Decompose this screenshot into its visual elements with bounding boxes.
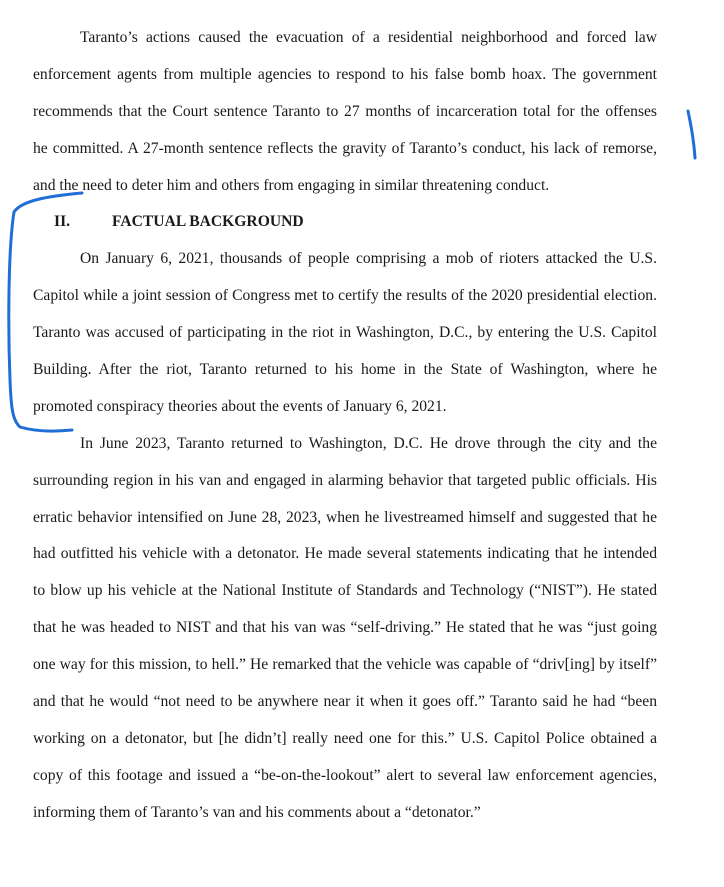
margin-mark-annotation (688, 111, 695, 158)
paragraph-line: that he was headed to NIST and that his van was “self-driving.” He stated that he was “just going (33, 619, 657, 637)
paragraph-line: one way for this mission, to hell.” He remarked that the vehicle was capable of “driv[ing] by itself” (33, 656, 657, 674)
paragraph-line: erratic behavior intensified on June 28, 2023, when he livestreamed himself and suggested that he (33, 508, 657, 526)
paragraph-line: had outfitted his vehicle with a detonator. He made several statements indicating that he intended (33, 545, 657, 563)
section-heading (33, 204, 657, 241)
paragraph-line: working on a detonator, but [he didn’t] really need one for this.” U.S. Capitol Police obtained a (33, 729, 657, 747)
intro-line: recommends that the Court sentence Taranto to 27 months of incarceration total for the offenses (33, 102, 657, 120)
paragraph-line: In June 2023, Taranto returned to Washington, D.C. He drove through the city and the (80, 434, 657, 452)
paragraph-line: surrounding region in his van and engaged in alarming behavior that targeted public officials. His (33, 471, 657, 489)
intro-line: Taranto’s actions caused the evacuation of a residential neighborhood and forced law (80, 29, 657, 46)
section-title: FACTUAL BACKGROUND (112, 213, 304, 231)
paragraph-line: Building. After the riot, Taranto returned to his home in the State of Washington, where he (33, 361, 657, 379)
document-page (33, 20, 657, 832)
paragraph-line: and that he would “not need to be anywhere near it when it goes off.” Taranto said he had “been (33, 693, 657, 711)
paragraph-line: to blow up his vehicle at the National Institute of Standards and Technology (“NIST”). He stated (33, 582, 657, 600)
intro-line: and the need to deter him and others from engaging in similar threatening conduct. (33, 176, 550, 194)
paragraph-line: informing them of Taranto’s van and his comments about a “detonator.” (33, 803, 481, 821)
intro-line: enforcement agents from multiple agencies to respond to his false bomb hoax. The government (33, 65, 657, 83)
paragraph-line: Taranto was accused of participating in the riot in Washington, D.C., by entering the U.S. Capitol (33, 324, 657, 342)
intro-line: he committed. A 27-month sentence reflects the gravity of Taranto’s conduct, his lack of remorse, (33, 139, 657, 157)
paragraph-line: copy of this footage and issued a “be-on-the-lookout” alert to several law enforcement agencies, (33, 766, 657, 784)
paragraph-line: promoted conspiracy theories about the events of January 6, 2021. (33, 397, 447, 415)
section-number: II. (54, 213, 71, 231)
paragraph-line: On January 6, 2021, thousands of people comprising a mob of rioters attacked the U.S. (80, 250, 657, 268)
paragraph-line: Capitol while a joint session of Congress met to certify the results of the 2020 presidential election. (33, 287, 657, 305)
